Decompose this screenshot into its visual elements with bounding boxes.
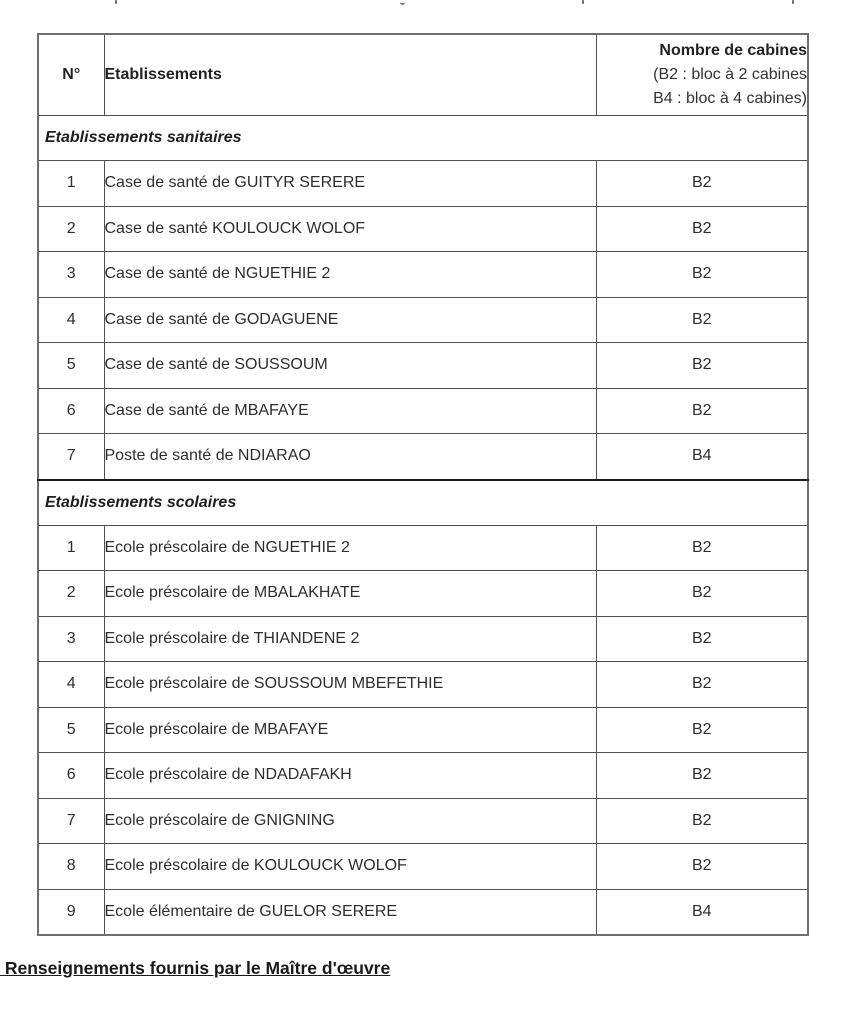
- row-cabins: B2: [596, 753, 808, 799]
- table-header-row: [38, 34, 808, 116]
- row-establishment-name: Ecole préscolaire de NDADAFAKH: [104, 753, 596, 799]
- row-number: 4: [38, 297, 104, 343]
- row-cabins: B2: [596, 525, 808, 571]
- row-cabins: B4: [596, 889, 808, 935]
- header-number: N°: [38, 34, 104, 116]
- row-establishment-name: Case de santé de MBAFAYE: [104, 388, 596, 434]
- text-fragment: [400, 0, 405, 5]
- row-establishment-name: Ecole préscolaire de NGUETHIE 2: [104, 525, 596, 571]
- row-establishment-name: Ecole préscolaire de MBALAKHATE: [104, 571, 596, 617]
- text-fragment: [582, 0, 584, 4]
- row-cabins: B2: [596, 161, 808, 207]
- table-row: [38, 753, 808, 799]
- row-establishment-name: Ecole préscolaire de KOULOUCK WOLOF: [104, 844, 596, 890]
- row-establishment-name: Ecole préscolaire de MBAFAYE: [104, 707, 596, 753]
- row-cabins: B2: [596, 388, 808, 434]
- table-row: [38, 252, 808, 298]
- header-cabins-legend-b2: (B2 : bloc à 2 cabines: [653, 66, 807, 83]
- footer-note: Renseignements fournis par le Maître d'œuvre: [0, 958, 391, 978]
- row-establishment-name: Case de santé KOULOUCK WOLOF: [104, 206, 596, 252]
- row-cabins: B2: [596, 798, 808, 844]
- row-establishment-name: Ecole préscolaire de GNIGNING: [104, 798, 596, 844]
- row-number: 3: [38, 616, 104, 662]
- row-number: 7: [38, 434, 104, 480]
- table-body: [38, 116, 808, 936]
- row-number: 1: [38, 525, 104, 571]
- section-row: [38, 480, 808, 526]
- row-establishment-name: Ecole préscolaire de SOUSSOUM MBEFETHIE: [104, 662, 596, 708]
- row-number: 6: [38, 753, 104, 799]
- row-number: 5: [38, 707, 104, 753]
- header-cabins-title: Nombre de cabines: [659, 42, 807, 59]
- row-cabins: B2: [596, 297, 808, 343]
- section-title: Etablissements scolaires: [38, 480, 808, 526]
- row-cabins: B2: [596, 206, 808, 252]
- row-number: 2: [38, 206, 104, 252]
- table-row: [38, 434, 808, 480]
- row-establishment-name: Ecole élémentaire de GUELOR SERERE: [104, 889, 596, 935]
- row-cabins: B2: [596, 252, 808, 298]
- table-row: [38, 571, 808, 617]
- row-number: 6: [38, 388, 104, 434]
- table-row: [38, 616, 808, 662]
- row-cabins: B4: [596, 434, 808, 480]
- table-row: [38, 798, 808, 844]
- row-cabins: B2: [596, 343, 808, 389]
- table-row: [38, 161, 808, 207]
- row-number: 2: [38, 571, 104, 617]
- row-number: 1: [38, 161, 104, 207]
- row-establishment-name: Case de santé de GODAGUENE: [104, 297, 596, 343]
- table-row: [38, 889, 808, 935]
- cropped-text-line: [0, 0, 848, 6]
- row-number: 3: [38, 252, 104, 298]
- table-row: [38, 343, 808, 389]
- row-cabins: B2: [596, 616, 808, 662]
- row-number: 5: [38, 343, 104, 389]
- establishments-table: [37, 33, 809, 936]
- row-number: 8: [38, 844, 104, 890]
- text-fragment: [792, 0, 794, 4]
- row-establishment-name: Case de santé de SOUSSOUM: [104, 343, 596, 389]
- table-row: [38, 525, 808, 571]
- row-number: 4: [38, 662, 104, 708]
- section-title: Etablissements sanitaires: [38, 116, 808, 161]
- row-establishment-name: Ecole préscolaire de THIANDENE 2: [104, 616, 596, 662]
- text-fragment: [115, 0, 117, 4]
- table-row: [38, 707, 808, 753]
- row-establishment-name: Case de santé de GUITYR SERERE: [104, 161, 596, 207]
- table-row: [38, 388, 808, 434]
- header-cabins: [596, 34, 808, 116]
- row-establishment-name: Case de santé de NGUETHIE 2: [104, 252, 596, 298]
- table-row: [38, 297, 808, 343]
- row-number: 7: [38, 798, 104, 844]
- row-cabins: B2: [596, 571, 808, 617]
- row-cabins: B2: [596, 662, 808, 708]
- row-number: 9: [38, 889, 104, 935]
- header-cabins-legend-b4: B4 : bloc à 4 cabines): [653, 90, 807, 107]
- header-establishment: Etablissements: [104, 34, 596, 116]
- table-row: [38, 844, 808, 890]
- row-cabins: B2: [596, 707, 808, 753]
- table-row: [38, 662, 808, 708]
- row-cabins: B2: [596, 844, 808, 890]
- section-row: [38, 116, 808, 161]
- row-establishment-name: Poste de santé de NDIARAO: [104, 434, 596, 480]
- table-row: [38, 206, 808, 252]
